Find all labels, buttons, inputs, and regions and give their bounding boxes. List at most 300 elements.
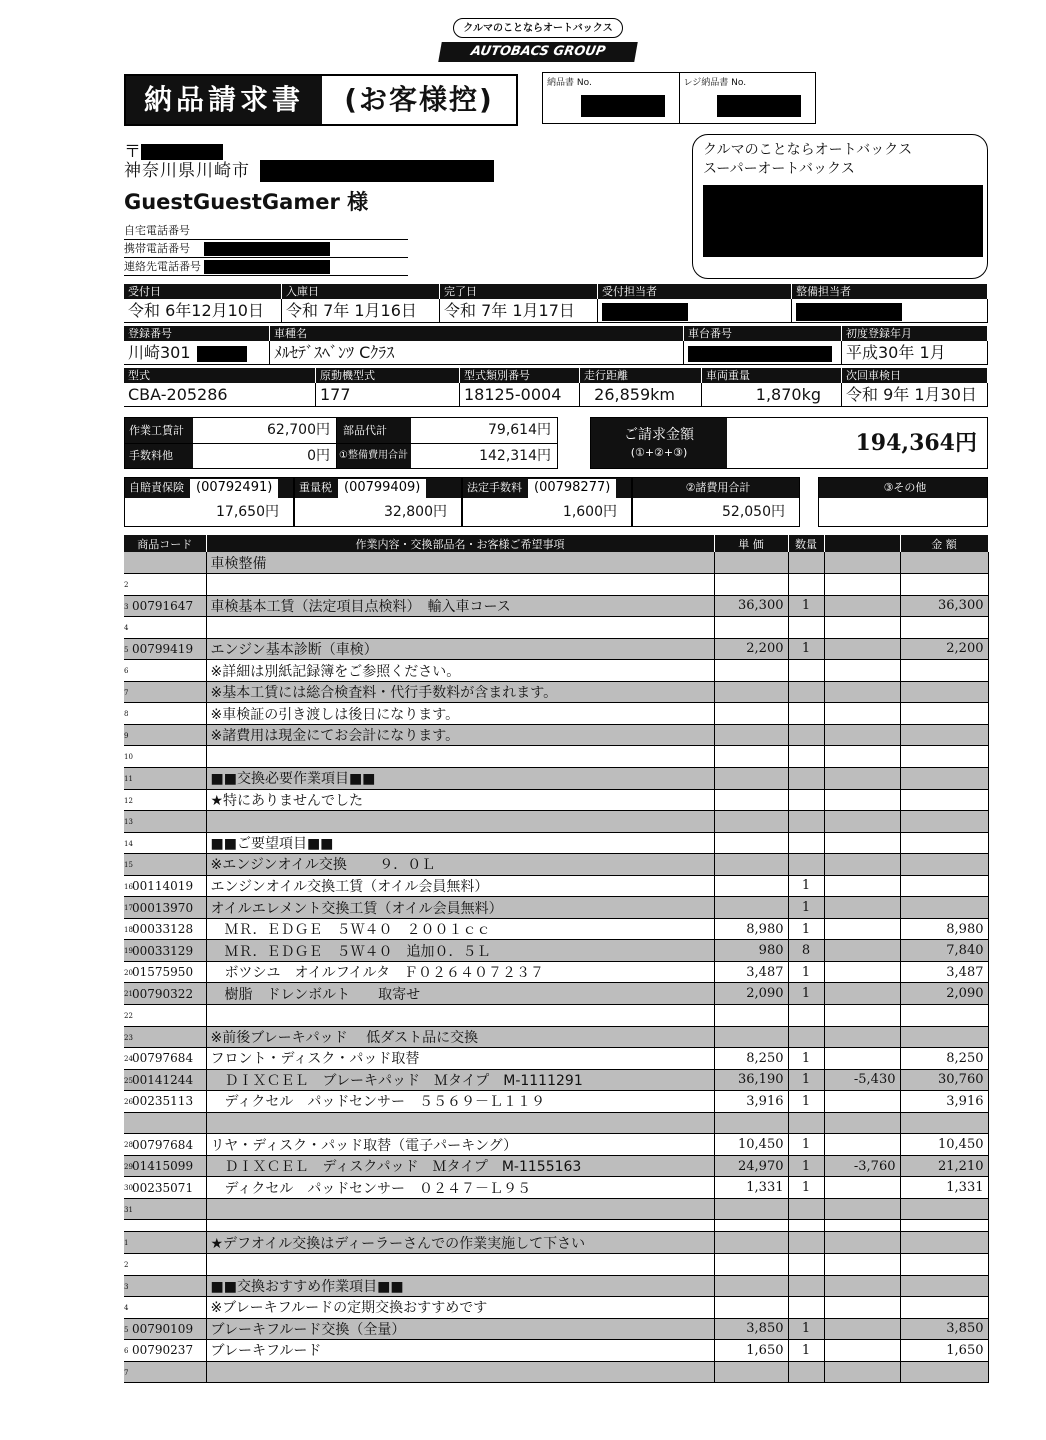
cell-desc	[206, 574, 714, 596]
other-box	[818, 477, 988, 527]
weight-tax-value: 32,800円	[384, 504, 447, 520]
cell-amt	[900, 875, 988, 897]
cell-unit	[714, 574, 788, 596]
cell-qty	[788, 681, 824, 703]
cell-qty	[788, 767, 824, 789]
reg-header: 登録番号	[124, 326, 270, 341]
row-number: 1	[124, 1239, 129, 1248]
cell-desc: ※エンジンオイル交換 ９．０Ｌ	[206, 854, 714, 876]
cell-unit: 3,850	[714, 1318, 788, 1340]
cell-code	[124, 595, 206, 617]
bill-sub: (①+②+③)	[630, 446, 688, 459]
row-number: 30	[124, 1184, 133, 1193]
cell-code	[124, 940, 206, 962]
cell-desc: ※前後ブレーキパッド 低ダスト品に交換	[206, 1026, 714, 1048]
cell-unit	[714, 875, 788, 897]
cell-amt	[900, 1004, 988, 1026]
mobile-phone-label: 携帯電話番号	[124, 242, 190, 255]
redaction	[796, 303, 902, 321]
item-code: 00790322	[132, 986, 194, 1001]
cell-qty: 1	[788, 1177, 824, 1199]
cell-desc: オイルエレメント交換工賃（オイル会員無料）	[206, 897, 714, 919]
cell-desc	[206, 1112, 714, 1134]
row-number: 23	[124, 1033, 133, 1042]
jibaiseki-value: 17,650円	[216, 504, 279, 520]
cell-amt	[900, 617, 988, 639]
cell-disc	[824, 1254, 900, 1276]
cell-qty	[788, 811, 824, 833]
cell-unit	[714, 1232, 788, 1254]
cell-amt	[900, 789, 988, 811]
table-row	[124, 1026, 988, 1048]
cell-desc: ブレーキフルード交換（全量）	[206, 1318, 714, 1340]
cell-amt: 30,760	[900, 1069, 988, 1091]
cell-desc: ＭＲ．ＥＤＧＥ ５Ｗ４０ ２００１ｃｃ	[206, 918, 714, 940]
parts-value: 79,614円	[488, 422, 551, 438]
cell-unit	[714, 1297, 788, 1319]
row-number: 3	[124, 1282, 129, 1291]
table-row	[124, 681, 988, 703]
jibaiseki-label: 自賠責保険	[129, 481, 184, 494]
done-date: 令和 7年 1月17日	[440, 299, 598, 323]
cell-amt	[900, 897, 988, 919]
staff-header: 受付担当者	[598, 284, 792, 299]
engine-value: 177	[316, 383, 460, 407]
row-number: 24	[124, 1055, 133, 1064]
row-number: 5	[124, 645, 129, 654]
cell-desc: 車検基本工賃（法定項目点検料） 輸入車コース	[206, 595, 714, 617]
fees-total-label: ②諸費用合計	[685, 481, 751, 494]
cell-amt	[900, 1198, 988, 1220]
cell-desc: エンジンオイル交換工賃（オイル会員無料）	[206, 875, 714, 897]
row-number: 12	[124, 796, 133, 805]
cell-qty	[788, 617, 824, 639]
gap-cell	[124, 1220, 206, 1232]
cell-amt	[900, 1254, 988, 1276]
cell-unit	[714, 789, 788, 811]
redaction	[688, 346, 832, 362]
cell-qty	[788, 1026, 824, 1048]
table-gap	[124, 1220, 988, 1232]
cell-qty: 1	[788, 1091, 824, 1113]
cell-amt: 3,487	[900, 961, 988, 983]
table-row	[124, 595, 988, 617]
cell-qty	[788, 1361, 824, 1383]
cell-code	[124, 1275, 206, 1297]
item-code: 00790237	[132, 1343, 194, 1358]
cell-amt	[900, 832, 988, 854]
cell-unit	[714, 854, 788, 876]
cell-desc	[206, 811, 714, 833]
cell-disc	[824, 617, 900, 639]
column-header: 商品コード	[124, 535, 206, 552]
cell-desc: ※諸費用は現金にてお会計になります。	[206, 724, 714, 746]
mileage-header: 走行距離	[580, 368, 702, 383]
logo-tagline: クルマのことならオートバックス	[453, 18, 623, 38]
table-header	[124, 535, 988, 552]
cell-unit: 980	[714, 940, 788, 962]
cell-disc	[824, 854, 900, 876]
cell-disc	[824, 811, 900, 833]
redaction	[602, 303, 688, 321]
cell-desc: ボツシユ オイルフイルタ Ｆ０２６４０７２３７	[206, 961, 714, 983]
next-inspection-header: 次回車検日	[842, 368, 988, 383]
redaction	[717, 95, 801, 117]
cell-desc: ＭＲ．ＥＤＧＥ ５Ｗ４０ 追加０．５Ｌ	[206, 940, 714, 962]
row-number: 22	[124, 1011, 133, 1020]
cell-desc	[206, 1254, 714, 1276]
cell-amt	[900, 552, 988, 574]
cell-unit	[714, 767, 788, 789]
cell-qty	[788, 660, 824, 682]
cell-amt	[900, 1232, 988, 1254]
row-number: 4	[124, 624, 129, 633]
row-number: 6	[124, 667, 129, 676]
fees-row	[124, 477, 988, 527]
table-row	[124, 574, 988, 596]
cell-disc	[824, 1134, 900, 1156]
cell-disc	[824, 1361, 900, 1383]
cell-code	[124, 552, 206, 574]
items-table	[124, 535, 989, 1383]
table-row	[124, 1091, 988, 1113]
table-row	[124, 1297, 988, 1319]
cell-code	[124, 617, 206, 639]
cell-qty	[788, 552, 824, 574]
cell-disc	[824, 574, 900, 596]
cell-disc	[824, 1026, 900, 1048]
cell-qty: 1	[788, 1069, 824, 1091]
cell-disc	[824, 638, 900, 660]
cell-disc	[824, 832, 900, 854]
chassis-header: 車台番号	[684, 326, 842, 341]
bill-amount: 194,364円	[855, 430, 977, 456]
weight-header: 車両重量	[702, 368, 842, 383]
row-number: 9	[124, 731, 129, 740]
shop-line1: クルマのことならオートバックス	[703, 142, 913, 158]
cell-unit	[714, 681, 788, 703]
jibaiseki-code: (00792491)	[190, 479, 278, 498]
table-row	[124, 1318, 988, 1340]
redaction	[703, 185, 983, 257]
cell-code	[124, 918, 206, 940]
cell-disc	[824, 1318, 900, 1340]
mileage-value: 26,859km	[580, 383, 702, 407]
shop-info	[692, 134, 988, 279]
car-name-header: 車種名	[270, 326, 684, 341]
cell-code	[124, 1254, 206, 1276]
cell-desc: ※車検証の引き渡しは後日になります。	[206, 703, 714, 725]
table-row	[124, 638, 988, 660]
mechanic-header: 整備担当者	[792, 284, 988, 299]
cell-unit: 1,650	[714, 1340, 788, 1362]
cell-code	[124, 832, 206, 854]
item-code: 00790109	[132, 1321, 194, 1336]
column-header: 単 価	[714, 535, 788, 552]
gap-cell	[206, 1220, 714, 1232]
cell-disc	[824, 1112, 900, 1134]
cell-disc	[824, 1232, 900, 1254]
fees-total-value: 52,050円	[722, 504, 785, 520]
cell-amt: 36,300	[900, 595, 988, 617]
address-text: 神奈川県川崎市	[124, 161, 250, 181]
cell-disc	[824, 1048, 900, 1070]
legal-fee-label: 法定手数料	[467, 481, 522, 494]
legal-fee-box	[462, 477, 632, 527]
cell-disc	[824, 961, 900, 983]
cell-desc: 樹脂 ドレンボルト 取寄せ	[206, 983, 714, 1005]
item-code: 00013970	[132, 900, 194, 915]
cell-unit: 36,300	[714, 595, 788, 617]
cell-unit	[714, 703, 788, 725]
cell-unit	[714, 746, 788, 768]
cell-unit: 3,487	[714, 961, 788, 983]
cell-amt	[900, 854, 988, 876]
cell-disc	[824, 1177, 900, 1199]
cell-unit: 8,250	[714, 1048, 788, 1070]
cell-desc: ディクセル パッドセンサー ５５６９－Ｌ１１９	[206, 1091, 714, 1113]
table-row	[124, 1232, 988, 1254]
engine-header: 原動機型式	[316, 368, 460, 383]
cell-desc: ディクセル パッドセンサー ０２４７－Ｌ９５	[206, 1177, 714, 1199]
table-row	[124, 875, 988, 897]
legal-fee-value: 1,600円	[562, 504, 617, 520]
document-numbers	[542, 72, 816, 124]
fee-value: 0円	[193, 444, 337, 468]
table-row	[124, 703, 988, 725]
cell-amt: 21,210	[900, 1155, 988, 1177]
cell-desc: ※詳細は別紙記録簿をご参照ください。	[206, 660, 714, 682]
cell-unit	[714, 1198, 788, 1220]
cell-disc	[824, 1198, 900, 1220]
cell-qty	[788, 1275, 824, 1297]
customer-address	[124, 156, 494, 182]
row-number: 13	[124, 818, 133, 827]
subtotal-value: 142,314円	[479, 448, 551, 464]
cell-amt	[900, 767, 988, 789]
row-number: 18	[124, 925, 133, 934]
cell-disc	[824, 681, 900, 703]
cell-code	[124, 1198, 206, 1220]
table-row	[124, 724, 988, 746]
next-inspection-date: 令和 9年 1月30日	[842, 383, 988, 407]
row-number: 15	[124, 861, 133, 870]
cell-code	[124, 1155, 206, 1177]
cell-amt	[900, 1361, 988, 1383]
cell-desc: ■■交換おすすめ作業項目■■	[206, 1275, 714, 1297]
cell-qty: 1	[788, 875, 824, 897]
entry-header: 入庫日	[282, 284, 440, 299]
received-header: 受付日	[124, 284, 282, 299]
table-row	[124, 789, 988, 811]
done-header: 完了日	[440, 284, 598, 299]
bill-label: ご請求金額	[624, 427, 694, 443]
cell-qty: 1	[788, 1048, 824, 1070]
row-number: 4	[124, 1304, 129, 1313]
autobacs-logo	[440, 18, 636, 64]
cell-amt: 3,916	[900, 1091, 988, 1113]
cell-unit: 10,450	[714, 1134, 788, 1156]
delivery-number	[543, 73, 680, 123]
cell-desc	[206, 1361, 714, 1383]
cell-amt	[900, 1026, 988, 1048]
cell-unit	[714, 660, 788, 682]
cell-code	[124, 746, 206, 768]
cell-qty	[788, 703, 824, 725]
cell-code	[124, 983, 206, 1005]
labor-value: 62,700円	[193, 418, 337, 443]
table-row	[124, 552, 988, 574]
table-body	[124, 552, 988, 1383]
item-code: 01415099	[132, 1159, 194, 1174]
cell-unit	[714, 617, 788, 639]
cell-unit: 1,331	[714, 1177, 788, 1199]
table-row	[124, 617, 988, 639]
table-row	[124, 811, 988, 833]
cell-code	[124, 1232, 206, 1254]
row-number: 6	[124, 1347, 129, 1356]
cell-qty: 1	[788, 961, 824, 983]
cell-disc	[824, 660, 900, 682]
table-row	[124, 1004, 988, 1026]
cell-code	[124, 638, 206, 660]
contact-phone-label: 連絡先電話番号	[124, 260, 201, 273]
cell-qty: 1	[788, 918, 824, 940]
cell-qty	[788, 1112, 824, 1134]
cell-code	[124, 660, 206, 682]
cell-disc	[824, 918, 900, 940]
dates-row	[124, 284, 988, 323]
cell-unit	[714, 1361, 788, 1383]
row-number: 28	[124, 1141, 133, 1150]
redaction	[204, 260, 330, 274]
item-code: 00797684	[132, 1137, 194, 1152]
table-row	[124, 854, 988, 876]
item-code: 00235113	[132, 1094, 194, 1109]
cell-code	[124, 574, 206, 596]
row-number: 11	[124, 774, 133, 783]
cell-unit	[714, 1254, 788, 1276]
item-code: 00235071	[132, 1180, 194, 1195]
cell-unit	[714, 1026, 788, 1048]
cell-unit	[714, 552, 788, 574]
cell-qty: 1	[788, 595, 824, 617]
document-title	[124, 74, 518, 126]
cell-code	[124, 1318, 206, 1340]
reg-text: 川崎301	[128, 343, 191, 362]
item-code: 00114019	[132, 878, 194, 893]
cell-disc	[824, 1275, 900, 1297]
cell-unit: 2,090	[714, 983, 788, 1005]
column-header: 金 額	[900, 535, 988, 552]
table-row	[124, 660, 988, 682]
cell-qty: 1	[788, 1155, 824, 1177]
item-code: 00033128	[132, 922, 194, 937]
gap-cell	[788, 1220, 824, 1232]
cell-code	[124, 1069, 206, 1091]
row-number: 31	[124, 1205, 133, 1214]
cell-amt: 1,331	[900, 1177, 988, 1199]
cell-desc: ★特にありませんでした	[206, 789, 714, 811]
cell-disc	[824, 940, 900, 962]
cell-unit: 2,200	[714, 638, 788, 660]
row-number: 3	[124, 602, 129, 611]
cell-disc	[824, 897, 900, 919]
cell-code	[124, 875, 206, 897]
cell-unit	[714, 1112, 788, 1134]
cell-qty: 1	[788, 1318, 824, 1340]
car-name: ﾒﾙｾﾃﾞｽﾍﾞﾝﾂ Cｸﾗｽ	[270, 341, 684, 365]
item-code: 00141244	[132, 1072, 194, 1087]
table-row	[124, 1361, 988, 1383]
mechanic-value	[792, 299, 988, 323]
row-number: 7	[124, 688, 129, 697]
cell-qty: 1	[788, 1340, 824, 1362]
cell-desc: ※基本工賃には総合検査料・代行手数料が含まれます。	[206, 681, 714, 703]
cell-qty: 1	[788, 1134, 824, 1156]
cell-amt	[900, 724, 988, 746]
class-value: 18125-0004	[460, 383, 580, 407]
redaction	[260, 160, 494, 182]
row-number: 21	[124, 990, 133, 999]
cell-unit: 24,970	[714, 1155, 788, 1177]
cell-disc	[824, 1297, 900, 1319]
cell-amt: 7,840	[900, 940, 988, 962]
cell-code	[124, 961, 206, 983]
phone-list	[124, 222, 408, 276]
cell-unit: 36,190	[714, 1069, 788, 1091]
cell-amt	[900, 811, 988, 833]
table-row	[124, 1177, 988, 1199]
row-number: 8	[124, 710, 129, 719]
cell-unit	[714, 1004, 788, 1026]
gap-cell	[714, 1220, 788, 1232]
cell-disc	[824, 1091, 900, 1113]
item-code: 00797684	[132, 1051, 194, 1066]
row-number: 20	[124, 968, 133, 977]
cell-qty	[788, 1198, 824, 1220]
cell-code	[124, 681, 206, 703]
cell-desc: ＤＩＸＣＥＬ ブレーキパッド Ｍタイプ M-1111291	[206, 1069, 714, 1091]
cell-desc	[206, 746, 714, 768]
row-number: 2	[124, 581, 129, 590]
cell-code	[124, 703, 206, 725]
first-reg-date: 平成30年 1月	[842, 341, 988, 365]
cell-qty	[788, 574, 824, 596]
weight-value: 1,870kg	[702, 383, 842, 407]
table-row	[124, 746, 988, 768]
column-header: 数量	[788, 535, 824, 552]
cell-disc	[824, 746, 900, 768]
model-value: CBA-205286	[124, 383, 316, 407]
cell-qty: 1	[788, 983, 824, 1005]
cell-unit	[714, 811, 788, 833]
parts-label: 部品代計	[337, 418, 411, 443]
cell-amt	[900, 1275, 988, 1297]
cell-qty	[788, 1254, 824, 1276]
cell-qty	[788, 832, 824, 854]
cell-disc: -5,430	[824, 1069, 900, 1091]
reg-value	[124, 341, 270, 365]
cell-amt	[900, 746, 988, 768]
cell-desc: リヤ・ディスク・パッド取替（電子パーキング）	[206, 1134, 714, 1156]
redaction	[581, 95, 665, 117]
logo-group: AUTOBACS GROUP	[438, 42, 638, 62]
home-phone	[124, 222, 408, 240]
cell-code	[124, 1048, 206, 1070]
jibaiseki-box	[124, 477, 294, 527]
table-row	[124, 832, 988, 854]
